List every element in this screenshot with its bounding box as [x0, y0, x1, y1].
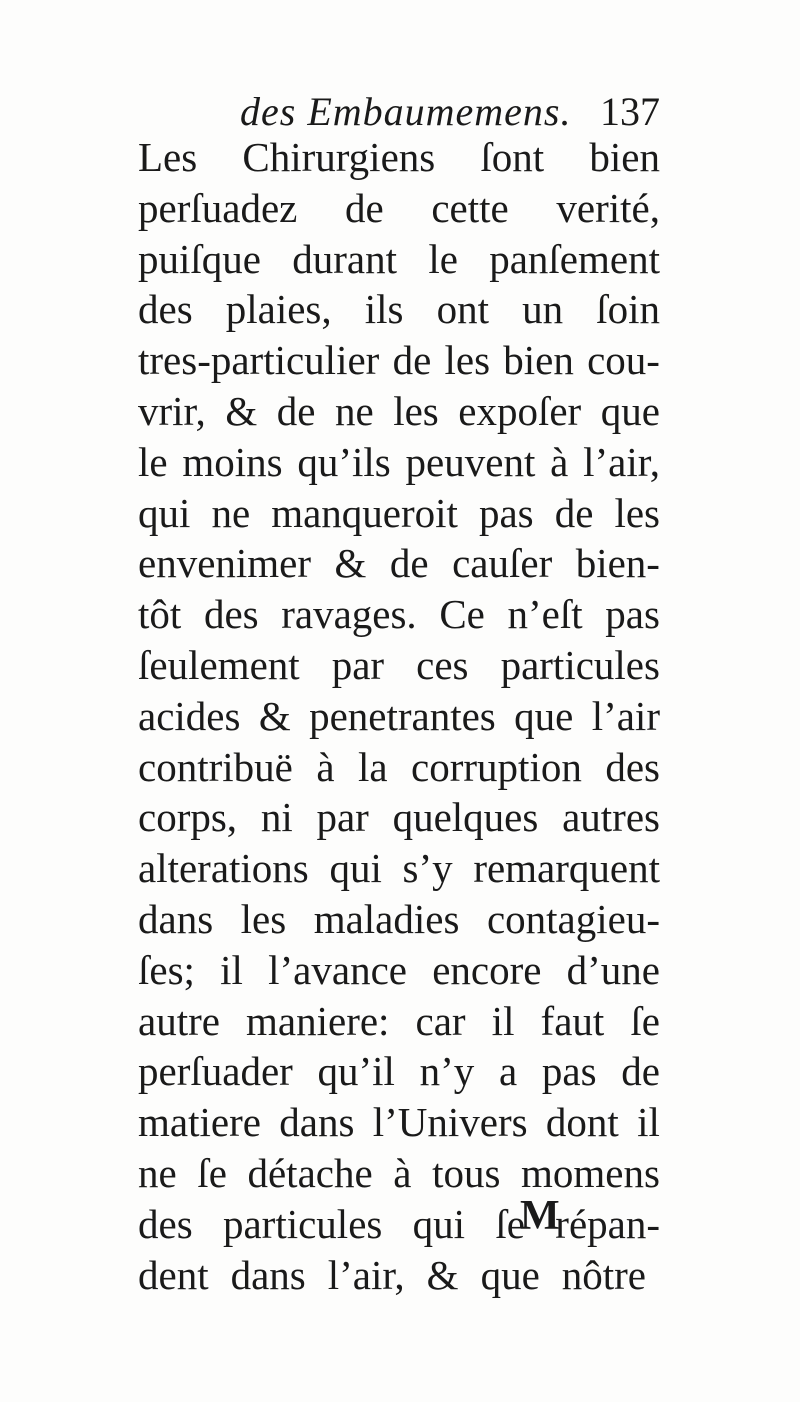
word: d’une	[566, 946, 660, 993]
catchword: M	[520, 1193, 560, 1239]
word: durant	[292, 235, 398, 282]
word: à	[550, 438, 569, 485]
word: moins	[182, 438, 283, 485]
text-line	[138, 234, 660, 285]
word: le	[138, 438, 168, 485]
word: de	[554, 489, 594, 536]
word: Chirurgiens	[242, 134, 436, 180]
word: qui	[412, 1200, 466, 1247]
word: maladies	[313, 895, 460, 942]
word: corruption	[411, 743, 582, 790]
word: n’eſt	[507, 591, 583, 638]
word: de	[392, 337, 432, 384]
text-line	[138, 1046, 660, 1097]
word: peuvent	[405, 438, 536, 485]
word: il	[637, 1099, 660, 1146]
word: ravages.	[281, 591, 417, 638]
word: de	[389, 540, 429, 587]
text-line	[138, 1097, 660, 1148]
text-line	[138, 183, 660, 234]
word: expoſer	[458, 387, 582, 434]
word: penetrantes	[309, 692, 496, 739]
word: pas	[605, 591, 660, 638]
text-line	[138, 1199, 660, 1250]
word: des	[605, 743, 660, 790]
word: panſement	[489, 235, 660, 282]
text-line	[138, 386, 660, 437]
word: dans	[230, 1251, 306, 1298]
word: qu’il	[317, 1048, 395, 1095]
word: des	[203, 591, 259, 638]
word: ne	[138, 1149, 177, 1196]
word: ſont	[480, 134, 545, 180]
word: il	[491, 997, 515, 1044]
text-line	[138, 589, 660, 640]
word: bien	[503, 337, 574, 384]
word: répan-	[555, 1200, 660, 1247]
word: particules	[222, 1200, 383, 1247]
body-text	[138, 132, 660, 1300]
word: ne	[211, 489, 251, 536]
running-title: des Embaumemens.	[240, 89, 572, 134]
word: faut	[540, 997, 605, 1044]
text-line	[138, 843, 660, 894]
word: nôtre	[561, 1251, 647, 1298]
word: par	[331, 641, 385, 688]
word: l’air,	[583, 438, 660, 485]
word: ni	[260, 794, 293, 841]
word: autre	[138, 997, 220, 1044]
word: corps,	[138, 794, 238, 841]
word: la	[357, 743, 388, 790]
word: dont	[545, 1099, 619, 1146]
word: &	[225, 387, 258, 434]
text-line	[138, 437, 660, 488]
word: détache	[247, 1149, 373, 1196]
word: l’air	[591, 692, 660, 739]
word: encore	[432, 946, 542, 993]
word: s’y	[402, 845, 453, 892]
word: tôt	[138, 591, 182, 638]
word: cou-	[587, 337, 660, 384]
word: ſeulement	[138, 641, 300, 688]
word: Les	[138, 134, 198, 180]
text-line	[138, 640, 660, 691]
word: de	[276, 387, 316, 434]
word: que	[600, 387, 660, 434]
word: quelques	[392, 794, 539, 841]
word: plaies,	[225, 286, 332, 333]
text-line	[138, 945, 660, 996]
word: dent	[138, 1251, 209, 1298]
text-line	[138, 1148, 660, 1199]
word: ſe	[197, 1149, 227, 1196]
word: ne	[334, 387, 374, 434]
word: pas	[541, 1048, 597, 1095]
word: perſuader	[138, 1048, 293, 1095]
word: car	[415, 997, 466, 1044]
text-line	[138, 132, 660, 183]
word: l’air,	[327, 1251, 405, 1298]
word: cauſer	[452, 540, 553, 587]
word: ſoin	[596, 286, 660, 333]
word: ſe	[630, 997, 660, 1044]
word: perſuadez	[138, 184, 298, 231]
word: &	[334, 540, 367, 587]
word: verité,	[556, 184, 660, 231]
word: Ce	[439, 591, 485, 638]
text-line	[138, 284, 660, 335]
word: à	[316, 743, 335, 790]
word: bien	[589, 134, 660, 180]
word: un	[522, 286, 564, 333]
word: que	[480, 1251, 540, 1298]
word: des	[138, 1200, 193, 1247]
word: des	[138, 286, 193, 333]
word: qui	[329, 845, 382, 892]
word: l’avance	[268, 946, 407, 993]
page-header	[240, 88, 660, 138]
word: qu’ils	[297, 438, 391, 485]
text-line	[138, 335, 660, 386]
text-line	[138, 538, 660, 589]
word: tous	[432, 1149, 501, 1196]
word: n’y	[419, 1048, 475, 1095]
word: ces	[416, 641, 469, 688]
word: autres	[562, 794, 660, 841]
page-number: 137	[600, 89, 660, 134]
word: vrir,	[138, 387, 206, 434]
word: maniere:	[246, 997, 390, 1044]
word: tres-particulier	[138, 337, 380, 384]
word: ſes;	[138, 946, 195, 993]
word: l’Univers	[372, 1099, 528, 1146]
text-line	[138, 996, 660, 1047]
word: ils	[364, 286, 404, 333]
word: momens	[521, 1149, 660, 1196]
word: les	[614, 489, 660, 536]
text-line	[138, 894, 660, 945]
text-line	[138, 488, 660, 539]
word: dans	[279, 1099, 355, 1146]
word: ont	[436, 286, 489, 333]
word: cette	[431, 184, 509, 231]
word: les	[393, 387, 439, 434]
word: puiſque	[138, 235, 261, 282]
word: matiere	[138, 1099, 261, 1146]
text-line	[138, 792, 660, 843]
word: de	[621, 1048, 660, 1095]
word: a	[499, 1048, 518, 1095]
word: remarquent	[473, 845, 660, 892]
word: &	[426, 1251, 459, 1298]
word: qui	[138, 489, 191, 536]
word: particules	[500, 641, 660, 688]
word: à	[393, 1149, 412, 1196]
word: pas	[478, 489, 534, 536]
word: le	[428, 235, 458, 282]
word: les	[240, 895, 287, 942]
word: de	[345, 184, 384, 231]
text-line	[138, 1250, 660, 1301]
word: contagieu-	[486, 895, 660, 942]
word: manqueroit	[271, 489, 458, 536]
word: que	[514, 692, 574, 739]
word: ſe	[495, 1200, 525, 1247]
word: dans	[138, 895, 214, 942]
word: &	[258, 692, 291, 739]
word: bien-	[575, 540, 660, 587]
word: contribuë	[138, 743, 293, 790]
word: alterations	[138, 845, 309, 892]
text-line	[138, 742, 660, 793]
word: les	[444, 337, 491, 384]
text-line	[138, 691, 660, 742]
word: par	[316, 794, 369, 841]
word: envenimer	[138, 540, 312, 587]
word: il	[220, 946, 243, 993]
word: acides	[138, 692, 241, 739]
